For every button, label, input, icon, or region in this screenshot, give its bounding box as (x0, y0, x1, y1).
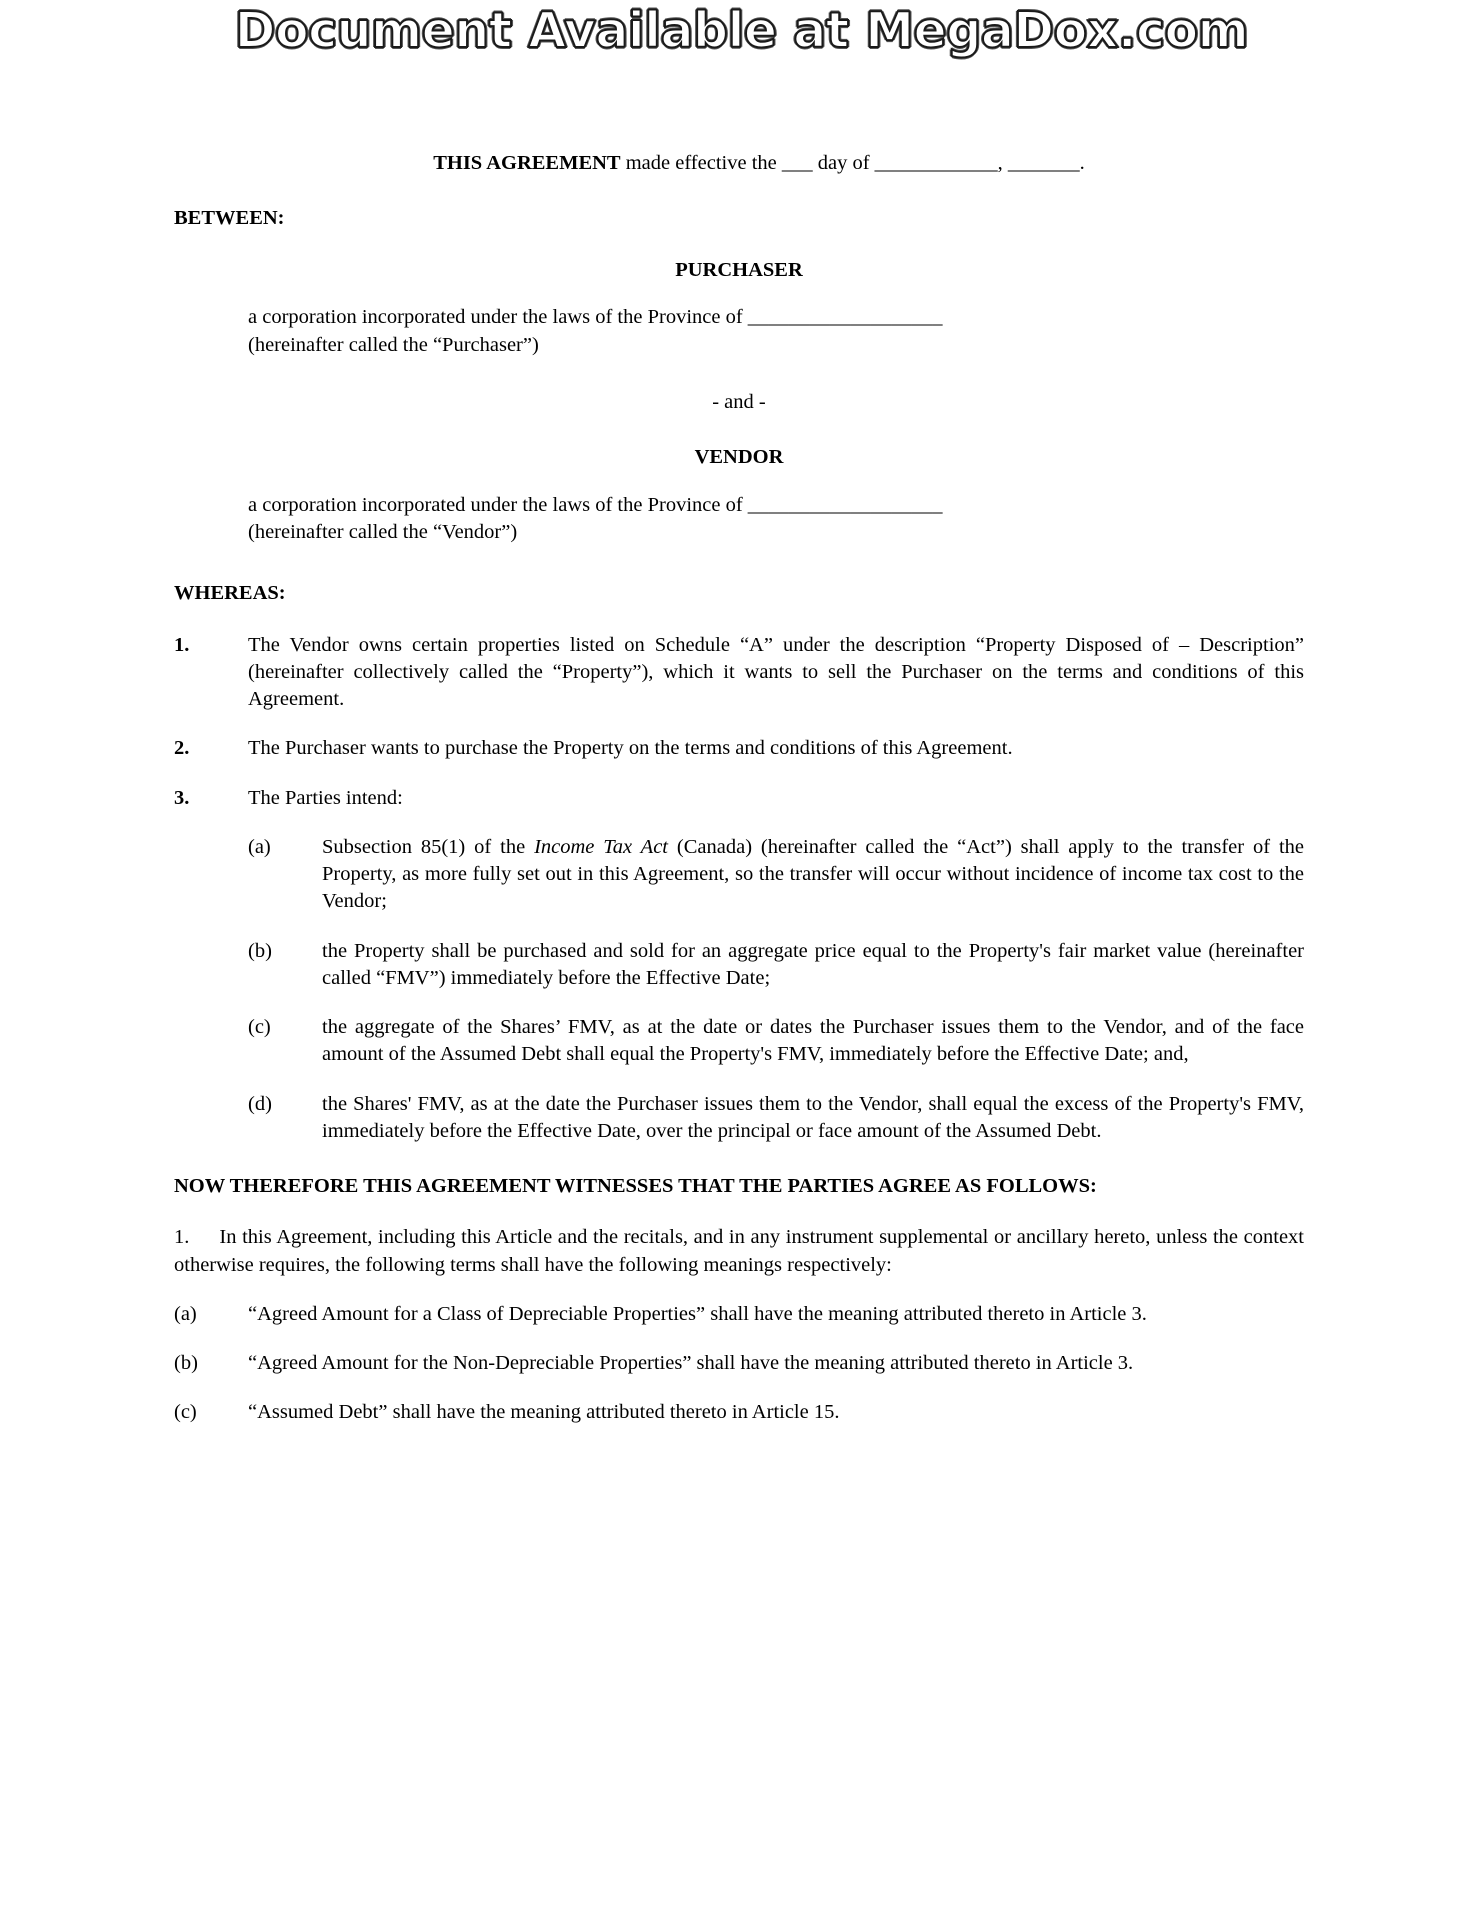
recital-item (174, 735, 1304, 762)
intend-text: the Property shall be purchased and sold for an aggregate price equal to the Property's fair market value (hereinafter called “FMV”) immediately before the Effective Date; (322, 939, 1304, 989)
intend-marker: (d) (248, 1092, 272, 1115)
intend-item (174, 1091, 1304, 1146)
agreement-lead-label: THIS AGREEMENT (433, 152, 621, 174)
and-separator: - and - (712, 390, 766, 413)
intend-item (174, 938, 1304, 993)
article-1-text: In this Agreement, including this Article and the recitals, and in any instrument supplemental or ancillary hereto, unless the context otherwise requires, the following terms shall have the following meanings respectively: (174, 1226, 1304, 1276)
definition-item (174, 1301, 1304, 1328)
between-heading: BETWEEN: (174, 207, 285, 230)
party-title-purchaser: PURCHASER (675, 258, 803, 281)
recital-text: The Purchaser wants to purchase the Property on the terms and conditions of this Agreement. (248, 737, 1013, 760)
party-description-vendor (248, 492, 1304, 547)
agreement-opening-rest: made effective the ___ day of ____________, _______. (620, 152, 1085, 174)
recital-item (174, 785, 1304, 812)
intend-marker: (c) (248, 1016, 271, 1038)
definition-item (174, 1350, 1304, 1377)
recital-marker: 3. (174, 786, 190, 809)
intend-item (174, 1014, 1304, 1069)
whereas-heading: WHEREAS: (174, 582, 286, 605)
definition-text: “Assumed Debt” shall have the meaning attributed thereto in Article 15. (248, 1401, 840, 1424)
statute-name-income-tax-act: Income Tax Act (534, 835, 668, 858)
party-description-purchaser (248, 304, 1304, 359)
definition-marker: (b) (174, 1352, 198, 1374)
intend-text: the aggregate of the Shares’ FMV, as at the date or dates the Purchaser issues them to the Vendor, and of the face amount of the Assumed Debt shall equal the Property's FMV, immediately before the Effective Date; and, (322, 1016, 1304, 1066)
now-therefore-heading: NOW THEREFORE THIS AGREEMENT WITNESSES THAT THE PARTIES AGREE AS FOLLOWS: (174, 1175, 1097, 1197)
recital-marker: 2. (174, 737, 190, 760)
article-1-marker: 1. (174, 1226, 190, 1249)
party-vendor-line2: (hereinafter called the “Vendor”) (248, 521, 518, 543)
definition-text: “Agreed Amount for a Class of Depreciable Properties” shall have the meaning attributed thereto in Article 3. (248, 1302, 1147, 1325)
article-1-paragraph (174, 1224, 1304, 1279)
intend-text: the Shares' FMV, as at the date the Purchaser issues them to the Vendor, shall equal the excess of the Property's FMV, immediately before the Effective Date, over the principal or face amount of the Assumed Debt. (322, 1092, 1304, 1142)
intend-item (174, 834, 1304, 916)
definition-text: “Agreed Amount for the Non-Depreciable Properties” shall have the meaning attributed thereto in Article 3. (248, 1352, 1134, 1374)
intend-marker: (b) (248, 939, 272, 962)
intend-text-pre: Subsection 85(1) of the (322, 835, 535, 858)
megadox-watermark: Document Available at MegaDox.com (234, 2, 1249, 59)
intend-marker: (a) (248, 835, 271, 858)
intend-text-post: (Canada) (hereinafter called the “Act”) shall apply to the transfer of the Property, as more fully set out in this Agreement, so the transfer will occur without incidence of income tax cost to the Vendor; (322, 835, 1304, 913)
party-title-vendor: VENDOR (694, 446, 784, 468)
agreement-opening-line (174, 150, 1304, 177)
recital-item (174, 632, 1304, 714)
party-vendor-line1: a corporation incorporated under the laws of the Province of ___________________ (248, 493, 943, 516)
recital-text: The Vendor owns certain properties listed on Schedule “A” under the description “Property Disposed of – Description” (hereinafter collectively called the “Property”), which it wants to sell the Purchaser on the terms and conditions of this Agreement. (248, 633, 1304, 710)
document-body (174, 150, 1304, 1449)
party-purchaser-line1: a corporation incorporated under the laws of the Province of ___________________ (248, 306, 943, 329)
party-purchaser-line2: (hereinafter called the “Purchaser”) (248, 333, 539, 356)
definition-marker: (c) (174, 1401, 197, 1424)
party-block-purchaser (174, 257, 1304, 359)
recital-marker: 1. (174, 633, 190, 656)
party-block-vendor (174, 444, 1304, 546)
definition-item (174, 1399, 1304, 1426)
recital-text: The Parties intend: (248, 786, 403, 809)
definition-marker: (a) (174, 1302, 197, 1325)
